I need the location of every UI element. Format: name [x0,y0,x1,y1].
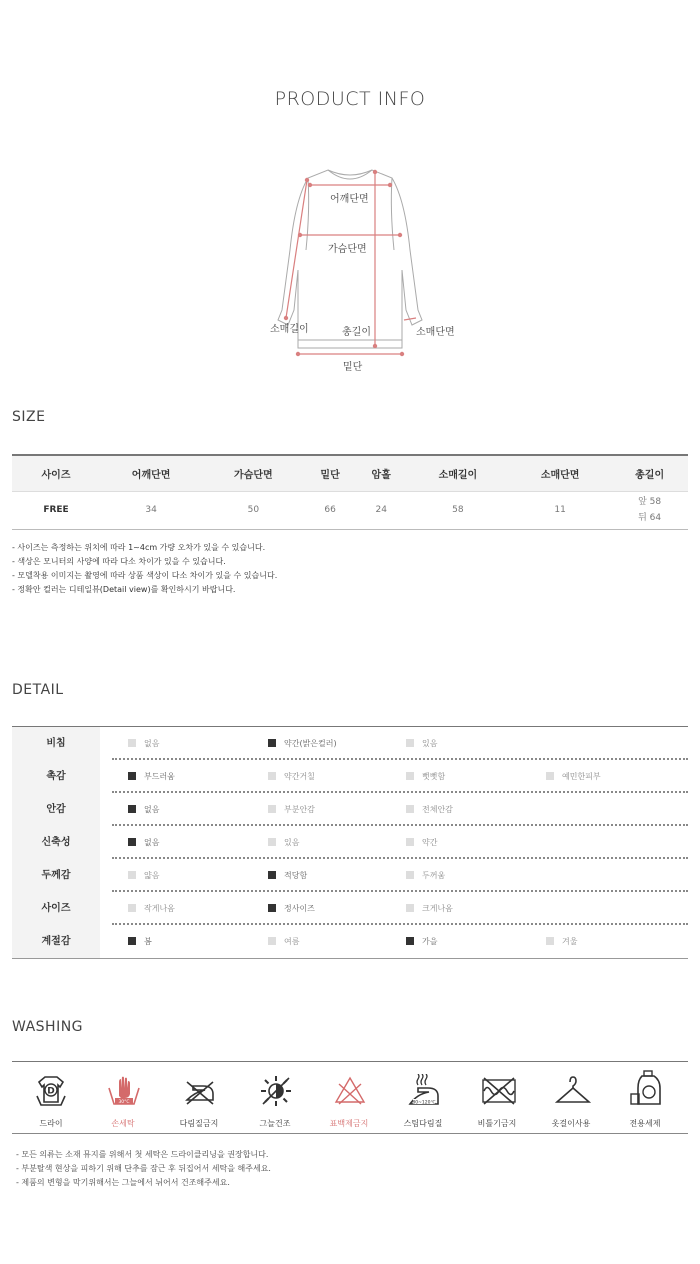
detail-option [406,826,437,859]
detail-option [268,760,315,793]
detail-option-label: 적당함 [284,871,308,880]
detail-heading: DETAIL [12,682,64,698]
wash-item [392,1062,454,1135]
unchecked-box-icon [268,772,276,780]
detail-option-label: 없음 [144,739,160,748]
detail-option-label: 얇음 [144,871,160,880]
total-length-label: 총길이 [342,327,371,338]
unchecked-box-icon [268,838,276,846]
shoulder-label: 어깨단면 [330,194,369,205]
shade-dry-icon [259,1074,293,1108]
sleeve-length-cell: 58 [407,491,509,529]
wash-item [20,1062,82,1135]
detail-option [268,892,315,925]
detail-option [406,859,445,892]
wash-label: 옷걸이사용 [551,1119,591,1128]
detail-option-label: 크게나옴 [422,904,453,913]
detail-option [128,826,159,859]
col-sleeve-width: 소매단면 [509,455,611,491]
shoulder-cell: 34 [100,491,202,529]
size-table-header [12,455,688,491]
detail-option [406,760,445,793]
detail-option-label: 두꺼움 [422,871,446,880]
armhole-cell: 24 [356,491,407,529]
col-sleeve-length: 소매길이 [407,455,509,491]
dry-clean-icon [35,1074,67,1108]
detail-row [12,859,688,892]
col-armhole: 암홀 [356,455,407,491]
detail-option [406,892,453,925]
checked-box-icon [128,937,136,945]
detail-option-label: 있음 [422,739,438,748]
detail-row-label: 촉감 [12,760,100,793]
wash-label: 비틀기금지 [477,1119,517,1128]
size-note: - 정확안 컬러는 디테일뷰(Detail view)를 확인하시기 바랍니다. [12,585,236,594]
detail-option [268,925,299,958]
washing-note: - 부분탈색 현상을 피하기 위해 단추를 잠근 후 뒤집어서 세탁을 해주세요. [16,1164,271,1173]
detail-option-label: 약간거칠 [284,772,315,781]
wash-label: 그늘건조 [259,1119,291,1128]
wash-label: 스팀다림질 [403,1119,443,1128]
total-front: 앞 58 [638,497,662,507]
unchecked-box-icon [128,904,136,912]
detail-option-label: 여름 [284,937,300,946]
detail-option [128,760,175,793]
checked-box-icon [128,772,136,780]
checked-box-icon [268,739,276,747]
detail-option-label: 약간 [422,838,438,847]
wash-label: 손세탁 [111,1119,135,1128]
detail-row [12,760,688,793]
steam-iron-icon [407,1074,441,1108]
size-notes [12,541,277,597]
svg-text:D: D [47,1086,55,1097]
detail-option [128,727,159,760]
size-cell: FREE [12,491,100,529]
chest-cell: 50 [202,491,304,529]
unchecked-box-icon [128,739,136,747]
detail-option-label: 부드러움 [144,772,175,781]
detail-option-label: 없음 [144,838,160,847]
sleeve-width-cell: 11 [509,491,611,529]
size-table [12,454,688,530]
detail-row [12,793,688,826]
size-note: - 색상은 모니터의 사양에 따라 다소 차이가 있을 수 있습니다. [12,557,226,566]
detail-option [268,727,337,760]
detail-option-label: 있음 [284,838,300,847]
wash-item [92,1062,154,1135]
detail-row-label: 비침 [12,727,100,760]
wash-item [168,1062,230,1135]
col-shoulder: 어깨단면 [100,455,202,491]
wash-item [614,1062,676,1135]
detergent-icon [629,1070,663,1108]
detail-option-label: 정사이즈 [284,904,315,913]
col-total-length: 총길이 [611,455,688,491]
unchecked-box-icon [406,871,414,879]
no-wring-icon [481,1074,517,1108]
detail-option-label: 뻣뻣함 [422,772,446,781]
wash-label: 다림질금지 [179,1119,219,1128]
wash-item [244,1062,306,1135]
unchecked-box-icon [268,937,276,945]
hand-wash-icon [107,1074,141,1108]
no-iron-icon [183,1074,217,1108]
size-note: - 사이즈는 측정하는 위치에 따라 1~4cm 가량 오차가 있을 수 있습니다. [12,543,266,552]
detail-option-label: 겨울 [562,937,578,946]
detail-option-label: 가을 [422,937,438,946]
hem-label: 밑단 [343,362,363,373]
checked-box-icon [406,937,414,945]
unchecked-box-icon [268,805,276,813]
checked-box-icon [128,805,136,813]
size-heading: SIZE [12,409,46,425]
wash-label: 표백제금지 [329,1119,369,1128]
detail-option-label: 봄 [144,937,152,946]
unchecked-box-icon [406,805,414,813]
detail-option [268,793,315,826]
detail-option [128,892,175,925]
garment-diagram [250,160,470,375]
detail-row-label: 두께감 [12,859,100,892]
detail-option [128,859,159,892]
detail-row-label: 안감 [12,793,100,826]
checked-box-icon [268,904,276,912]
detail-option-label: 작게나옴 [144,904,175,913]
col-size: 사이즈 [12,455,100,491]
col-chest: 가슴단면 [202,455,304,491]
detail-option [406,793,453,826]
detail-option-label: 부분안감 [284,805,315,814]
detail-option [546,760,601,793]
hanger-icon [555,1074,591,1108]
detail-row [12,727,688,760]
washing-heading: WASHING [12,1019,84,1035]
checked-box-icon [128,838,136,846]
hem-cell: 66 [305,491,356,529]
no-bleach-icon [333,1074,367,1108]
detail-option-label: 약간(밝은컬러) [284,739,337,748]
detail-row [12,892,688,925]
detail-option-label: 전체안감 [422,805,453,814]
wash-item [466,1062,528,1135]
detail-table [12,726,688,959]
detail-option-label: 없음 [144,805,160,814]
unchecked-box-icon [128,871,136,879]
detail-option [546,925,577,958]
washing-note: - 모든 의류는 소재 뮤지를 위해서 첫 세탁은 드라이클리닝을 권장합니다. [16,1150,269,1159]
unchecked-box-icon [406,772,414,780]
unchecked-box-icon [546,772,554,780]
unchecked-box-icon [406,838,414,846]
size-note: - 모델착용 이미지는 촬영에 따라 상품 색상이 다소 차이가 있을 수 있습니다. [12,571,278,580]
table-row [12,491,688,529]
hand-wash-temp: 30°C [118,1100,130,1105]
detail-option [406,925,437,958]
col-hem: 밑단 [305,455,356,491]
unchecked-box-icon [406,739,414,747]
detail-row-label: 계절감 [12,925,100,958]
detail-option-label: 예민한피부 [562,772,601,781]
detail-row [12,925,688,958]
detail-option [268,859,307,892]
washing-notes [16,1148,271,1190]
wash-label: 드라이 [39,1119,63,1128]
unchecked-box-icon [546,937,554,945]
sleeve-length-label: 소매길이 [270,324,309,335]
total-length-cell [611,491,688,529]
detail-option [406,727,437,760]
detail-option [268,826,299,859]
wash-item [540,1062,602,1135]
steam-iron-temp: 80~120℃ [412,1100,436,1106]
detail-option [128,793,159,826]
detail-row-label: 신축성 [12,826,100,859]
wash-item [318,1062,380,1135]
unchecked-box-icon [406,904,414,912]
washing-icons [12,1061,688,1134]
detail-row [12,826,688,859]
sleeve-width-label: 소매단면 [416,327,455,338]
chest-label: 가슴단면 [328,244,367,255]
total-back: 뒤 64 [638,513,662,523]
detail-option [128,925,152,958]
checked-box-icon [268,871,276,879]
wash-label: 전용세제 [629,1119,661,1128]
detail-row-label: 사이즈 [12,892,100,925]
page-title: PRODUCT INFO [274,88,426,110]
washing-note: - 제품의 변형을 막기위해서는 그늘에서 뉘어서 건조해주세요. [16,1178,230,1187]
